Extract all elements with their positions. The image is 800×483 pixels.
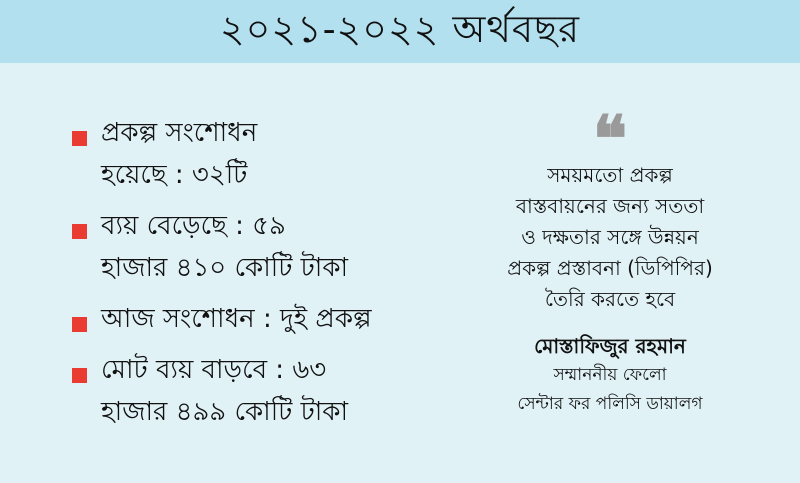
- author-organization: সেন্টার ফর পলিসি ডায়ালগ: [517, 394, 703, 414]
- bullet-square-icon: [72, 317, 87, 332]
- quote-line: তৈরি করতে হবে: [544, 287, 676, 311]
- bullet-square-icon: [72, 224, 87, 239]
- list-item-line: হাজার ৪১০ কোটি টাকা: [101, 253, 349, 283]
- list-item-line: প্রকল্প সংশোধন: [101, 118, 258, 148]
- list-item-line: আজ সংশোধন : দুই প্রকল্প: [101, 304, 372, 334]
- list-item-text: [101, 298, 372, 340]
- header-banner: [0, 0, 800, 63]
- quote-line: বাস্তবায়নের জন্য সততা: [515, 194, 705, 218]
- bullet-square-icon: [72, 368, 87, 383]
- list-item: [72, 298, 492, 340]
- list-item: [72, 205, 492, 289]
- list-item-line: ব্যয় বেড়েছে : ৫৯: [101, 211, 286, 241]
- quote-mark-icon: ❝: [592, 102, 628, 177]
- list-item-line: মোট ব্যয় বাড়বে : ৬৩: [101, 355, 327, 385]
- bullet-square-icon: [72, 131, 87, 146]
- list-item-line: হাজার ৪৯৯ কোটি টাকা: [101, 397, 349, 427]
- author-designation: সম্মাননীয় ফেলো: [553, 365, 667, 385]
- quote-line: সময়মতো প্রকল্প: [547, 163, 673, 187]
- author-name: মোস্তাফিজুর রহমান: [534, 334, 686, 358]
- facts-list: [72, 112, 492, 442]
- quote-block: [455, 102, 765, 419]
- quote-line: ও দক্ষতার সঙ্গে উন্নয়ন: [521, 225, 699, 249]
- list-item: [72, 112, 492, 196]
- list-item-line: হয়েছে : ৩২টি: [101, 160, 248, 190]
- list-item-text: [101, 349, 348, 433]
- quote-line: প্রকল্প প্রস্তাবনা (ডিপিপির): [507, 256, 713, 280]
- list-item-text: [101, 112, 257, 196]
- list-item: [72, 349, 492, 433]
- page-title: ২০২১-২০২২ অর্থবছর: [219, 6, 581, 51]
- list-item-text: [101, 205, 348, 289]
